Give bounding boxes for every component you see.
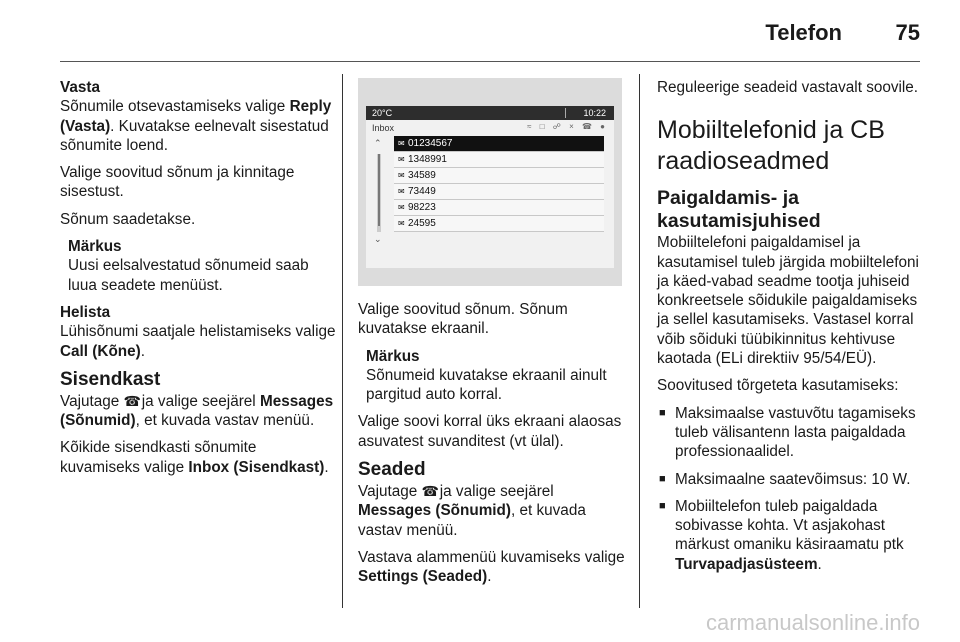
note-title: Märkus	[68, 238, 122, 256]
message-item[interactable]: ✉ 1348991	[394, 152, 604, 168]
message-item[interactable]: ✉ 98223	[394, 200, 604, 216]
inbox-screen-figure	[358, 78, 622, 286]
note-block	[68, 237, 336, 295]
envelope-icon: ✉	[398, 155, 405, 164]
header-rule	[60, 61, 920, 62]
choose-paragraph: Valige soovitud sõnum ja kinnitage sisestust.	[60, 164, 295, 201]
watermark: carmanualsonline.info	[705, 610, 920, 635]
status-icons: ≈ □ ☍ × ☎ ●	[527, 122, 608, 131]
list-item: ■ Mobiiltelefon tuleb paigaldada sobivasse kohta. Vt asjakohast märkust omaniku käsiraamatu ptk Turvapadjasüsteem.	[657, 497, 923, 574]
phone-icon: ☎	[123, 392, 141, 409]
recommend-list	[657, 404, 923, 574]
section-heading: Mobiiltelefonid ja CB raadioseadmed	[657, 116, 885, 176]
sisendkast-paragraph: Vajutage ☎ ja valige seejärel Messages (Sõnumid), et kuvada vastav menüü.	[60, 392, 334, 430]
scroll-up-icon[interactable]: ⌃	[374, 138, 382, 148]
inbox-paragraph: Kõikide sisendkasti sõnumite kuvamiseks valige Inbox (Sisendkast).	[60, 439, 329, 476]
phone-icon: ☎	[421, 483, 439, 500]
column-divider-2	[639, 74, 640, 608]
column-3	[657, 78, 923, 582]
envelope-icon: ✉	[398, 139, 405, 148]
reply-options-paragraph: Valige soovi korral üks ekraani alaosas asuvatest suvanditest (vt ülal).	[358, 413, 622, 450]
envelope-icon: ✉	[398, 171, 405, 180]
scroll-down-icon[interactable]: ⌄	[374, 234, 382, 244]
message-item[interactable]: ✉ 24595	[394, 216, 604, 232]
submenu-paragraph: Vastava alammenüü kuvamiseks valige Settings (Seaded).	[358, 548, 625, 586]
note-text: Uusi eelsalvestatud sõnumeid saab luua seadete menüüst.	[68, 257, 309, 294]
inbox-label: Inbox	[372, 123, 395, 133]
list-item: ■ Maksimaalne saatevõimsus: 10 W.	[657, 470, 923, 489]
message-list	[394, 136, 604, 232]
page-header-title: Telefon	[765, 20, 842, 45]
scrollbar[interactable]	[378, 154, 380, 226]
display-screen	[366, 106, 614, 268]
envelope-icon: ✉	[398, 219, 405, 228]
helista-heading: Helista	[60, 303, 111, 321]
seaded-heading: Seaded	[358, 459, 426, 481]
column-2	[358, 300, 626, 595]
column-1	[60, 78, 336, 485]
message-item[interactable]: ✉ 34589	[394, 168, 604, 184]
message-item[interactable]: ✉ 73449	[394, 184, 604, 200]
vasta-paragraph: Sõnumile otsevastamiseks valige Reply (Vasta). Kuvatakse eelnevalt sisestatud sõnumite loend.	[60, 98, 332, 154]
sent-paragraph: Sõnum saadetakse.	[60, 210, 196, 228]
vasta-heading: Vasta	[60, 79, 100, 96]
page-number: 75	[895, 20, 920, 45]
column-divider-1	[342, 74, 343, 608]
sisendkast-heading: Sisendkast	[60, 368, 161, 390]
message-item[interactable]: ✉ 01234567	[394, 136, 604, 152]
note-text-2: Sõnumeid kuvatakse ekraanil ainult pargitud auto korral.	[366, 366, 607, 404]
status-bar	[366, 106, 614, 120]
list-item: ■ Maksimaalse vastuvõtu tagamiseks tuleb välisantenn lasta paigaldada professionaalidel.	[657, 404, 923, 462]
status-separator	[565, 108, 566, 118]
subsection-heading: Paigaldamis- ja kasutamisjuhised	[657, 187, 821, 233]
seaded-paragraph: Vajutage ☎ ja valige seejärel Messages (Sõnumid), et kuvada vastav menüü.	[358, 483, 586, 539]
temperature-readout: 20°C	[372, 108, 393, 118]
recommend-paragraph: Soovitused tõrgeteta kasutamiseks:	[657, 377, 899, 395]
intro-paragraph: Mobiiltelefoni paigaldamisel ja kasutamisel tuleb järgida mobiiltelefoni ja käed-vabad seadme tootja juhiseid konkreetsele sõidukile paigaldamiseks ja sellel kasutamiseks. Vastasel korral võib sõiduki tüübikinnitus kehtivuse kaotada (ELi direktiiv 95/54/EÜ).	[657, 234, 919, 368]
helista-paragraph: Lühisõnumi saatjale helistamiseks valige Call (Kõne).	[60, 323, 336, 360]
clock-readout: 10:22	[583, 108, 606, 118]
note-block-2	[366, 347, 626, 405]
envelope-icon: ✉	[398, 187, 405, 196]
adjust-paragraph: Reguleerige seadeid vastavalt soovile.	[657, 79, 919, 96]
choose-message-paragraph: Valige soovitud sõnum. Sõnum kuvatakse ekraanil.	[358, 301, 568, 338]
note-title-2: Märkus	[366, 347, 420, 365]
envelope-icon: ✉	[398, 203, 405, 212]
